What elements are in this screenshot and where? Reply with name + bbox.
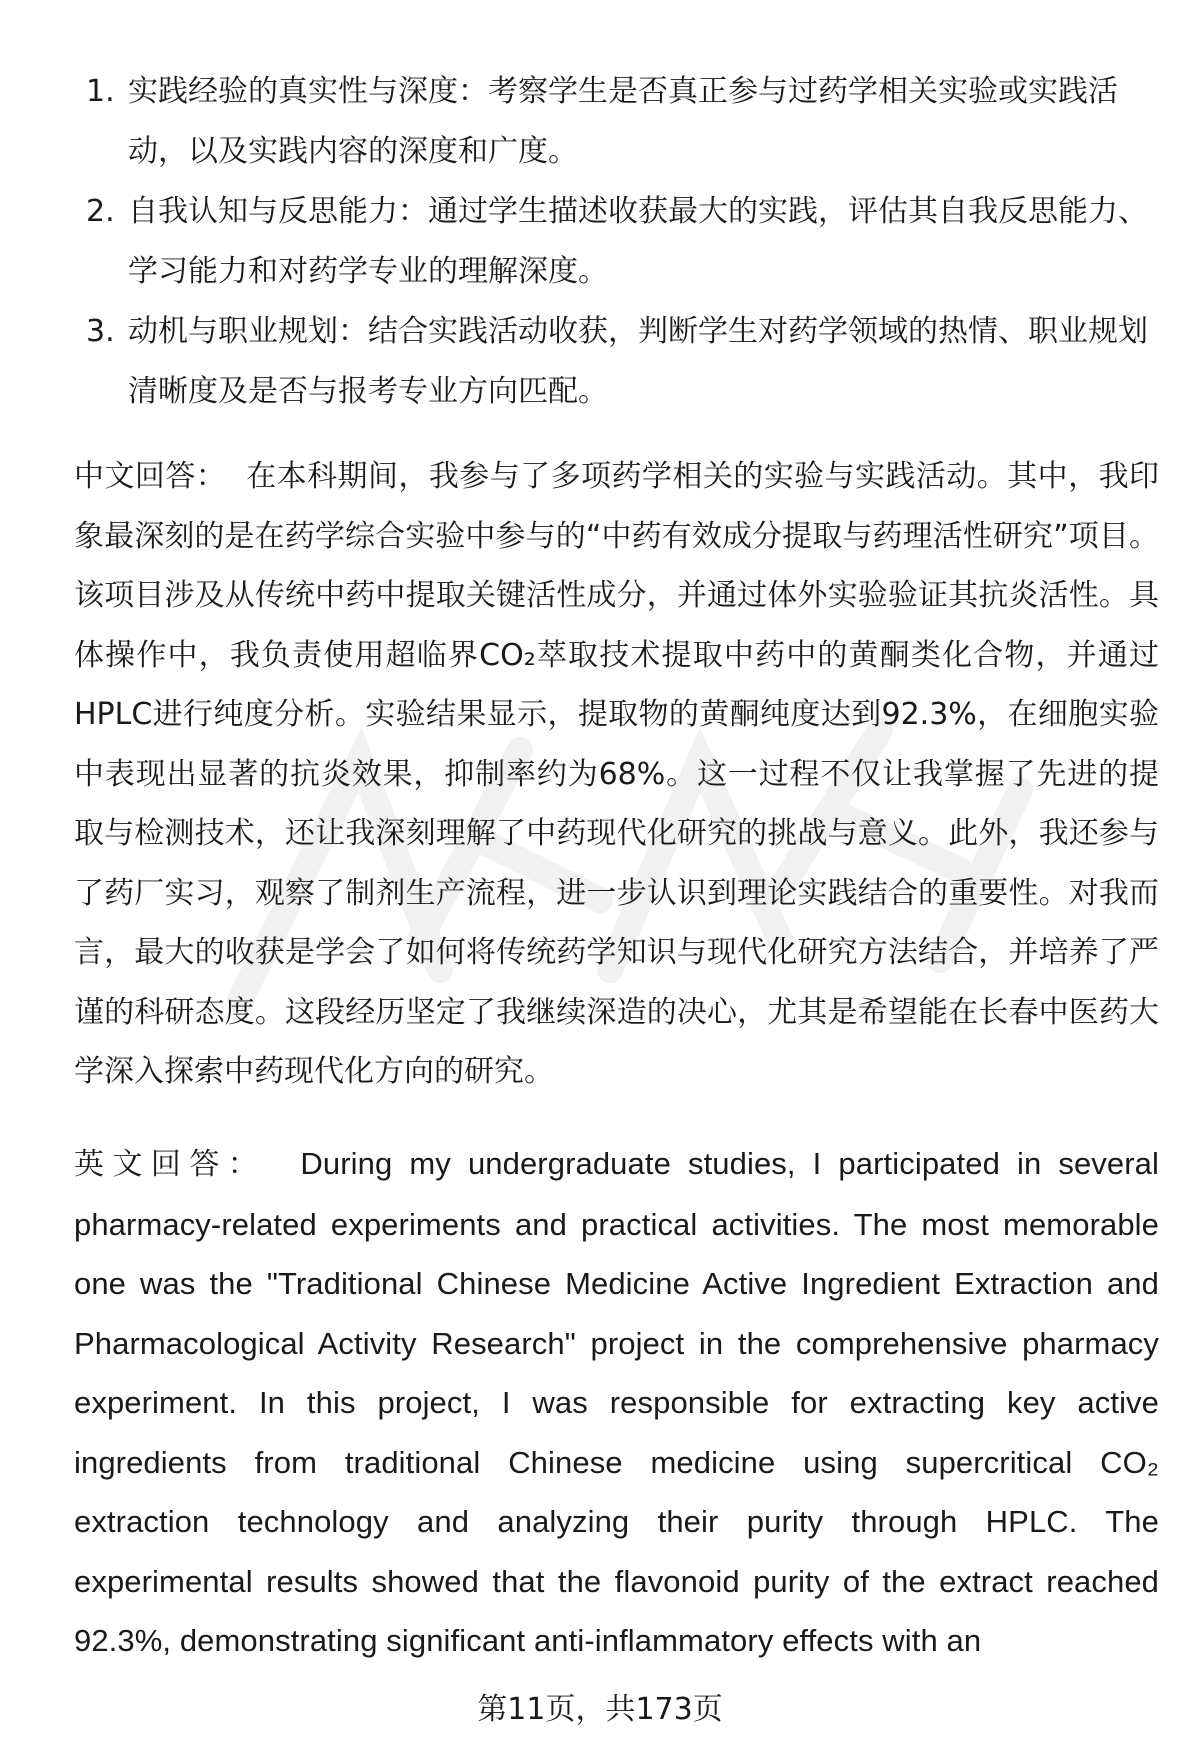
criteria-item [74, 62, 1154, 182]
english-answer-label: 英文回答： [74, 1147, 267, 1182]
page-footer [0, 1690, 1200, 1730]
criteria-number: 2. [86, 194, 115, 229]
criteria-text: 动机与职业规划：结合实践活动收获，判断学生对药学领域的热情、职业规划清晰度及是否与报考专业方向匹配。 [128, 314, 1148, 409]
criteria-number: 1. [86, 74, 115, 109]
page-number: 第11页，共173页 [477, 1692, 723, 1727]
chinese-answer-text: 在本科期间，我参与了多项药学相关的实验与实践活动。其中，我印象最深刻的是在药学综合实验中参与的“中药有效成分提取与药理活性研究”项目。该项目涉及从传统中药中提取关键活性成分，并通过体外实验验证其抗炎活性。具体操作中，我负责使用超临界CO₂萃取技术提取中药中的黄酮类化合物，并通过HPLC进行纯度分析。实验结果显示，提取物的黄酮纯度达到92.3%，在细胞实验中表现出显著的抗炎效果，抑制率约为68%。这一过程不仅让我掌握了先进的提取与检测技术，还让我深刻理解了中药现代化研究的挑战与意义。此外，我还参与了药厂实习，观察了制剂生产流程，进一步认识到理论实践结合的重要性。对我而言，最大的收获是学会了如何将传统药学知识与现代化研究方法结合，并培养了严谨的科研态度。这段经历坚定了我继续深造的决心，尤其是希望能在长春中医药大学深入探索中药现代化方向的研究。 [74, 459, 1160, 1089]
english-answer [74, 1134, 1159, 1671]
criteria-text: 自我认知与反思能力：通过学生描述收获最大的实践，评估其自我反思能力、学习能力和对药学专业的理解深度。 [128, 194, 1148, 289]
criteria-text: 实践经验的真实性与深度：考察学生是否真正参与过药学相关实验或实践活动，以及实践内容的深度和广度。 [128, 74, 1118, 169]
criteria-number: 3. [86, 314, 115, 349]
evaluation-criteria-list [74, 62, 1154, 422]
chinese-answer [74, 447, 1159, 1102]
criteria-item [74, 302, 1154, 422]
english-answer-text: During my undergraduate studies, I participated in several pharmacy-related experiments and practical activities. The most memorable one was the "Traditional Chinese Medicine Active Ingredient Extraction and Pharmacological Activity Research" project in the comprehensive pharmacy experiment. In this project, I was responsible for extracting key active ingredients from traditional Chinese medicine using supercritical CO₂ extraction technology and analyzing their purity through HPLC. The experimental results showed that the flavonoid purity of the extract reached 92.3%, demonstrating significant anti-inflammatory effects with an [74, 1146, 1159, 1658]
chinese-answer-label: 中文回答： [74, 459, 227, 494]
criteria-item [74, 182, 1154, 302]
